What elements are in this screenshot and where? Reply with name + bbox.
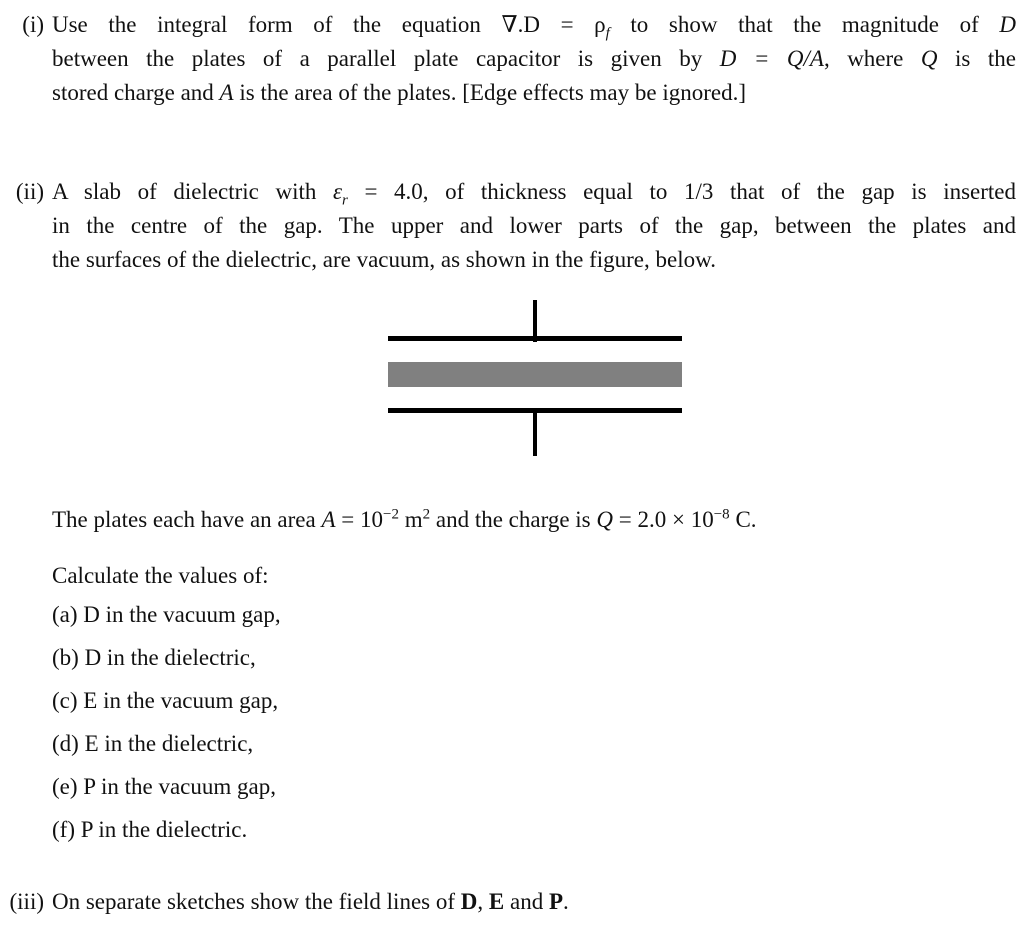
part-i-line-3: stored charge and A is the area of the plates. [Edge effects may be ignored.]: [52, 80, 746, 105]
sub-question-e: (e) P in the vacuum gap,: [52, 774, 276, 799]
sub-question-f: (f) P in the dielectric.: [52, 817, 248, 842]
given-values: The plates each have an area $A = 10^{-2}$ $m^2$ and the charge is $Q = 2.0 \times 10^{-8}$ C.: [52, 506, 757, 532]
top-plate: [388, 336, 682, 341]
d-formula: D = Q/A: [719, 46, 824, 71]
sub-question-c: (c) E in the vacuum gap,: [52, 688, 279, 713]
bottom-plate-lead: [533, 410, 537, 456]
part-iii-text: On separate sketches show the field lines of D, E and P.: [52, 889, 569, 914]
part-i-text: [52, 8, 1016, 110]
part-i-line-2: between the plates of a parallel plate capacitor is given by D = Q/A, where Q is the: [52, 46, 1016, 71]
part-ii-text: [52, 175, 1016, 277]
part-ii-label: (ii): [15, 179, 44, 204]
part-ii-line-3: the surfaces of the dielectric, are vacuum, as shown in the figure, below.: [52, 247, 716, 272]
part-i-line-1: Use the integral form of the equation $\nabla.D = \rho_f$ to show that the magnitude of D: [52, 12, 1016, 42]
capacitor-figure: [385, 296, 685, 460]
calculate-intro: Calculate the values of:: [52, 563, 269, 588]
sub-question-b: (b) D in the dielectric,: [52, 645, 256, 670]
sub-question-a: (a) D in the vacuum gap,: [52, 602, 281, 627]
part-iii-label: (iii): [9, 889, 44, 914]
sub-question-d: (d) E in the dielectric,: [52, 731, 254, 756]
gauss-law-equation: $\nabla.D = \rho_f$: [501, 12, 610, 42]
part-i-label: (i): [22, 12, 44, 37]
part-ii-line-1: A slab of dielectric with $\varepsilon_r = 4.0$, of thickness equal to 1/3 that of the gap is inserted: [52, 179, 1017, 209]
part-ii-line-2: in the centre of the gap. The upper and lower parts of the gap, between the plates and: [52, 213, 1016, 238]
top-plate-lead: [533, 300, 537, 342]
dielectric-slab: [388, 362, 682, 387]
